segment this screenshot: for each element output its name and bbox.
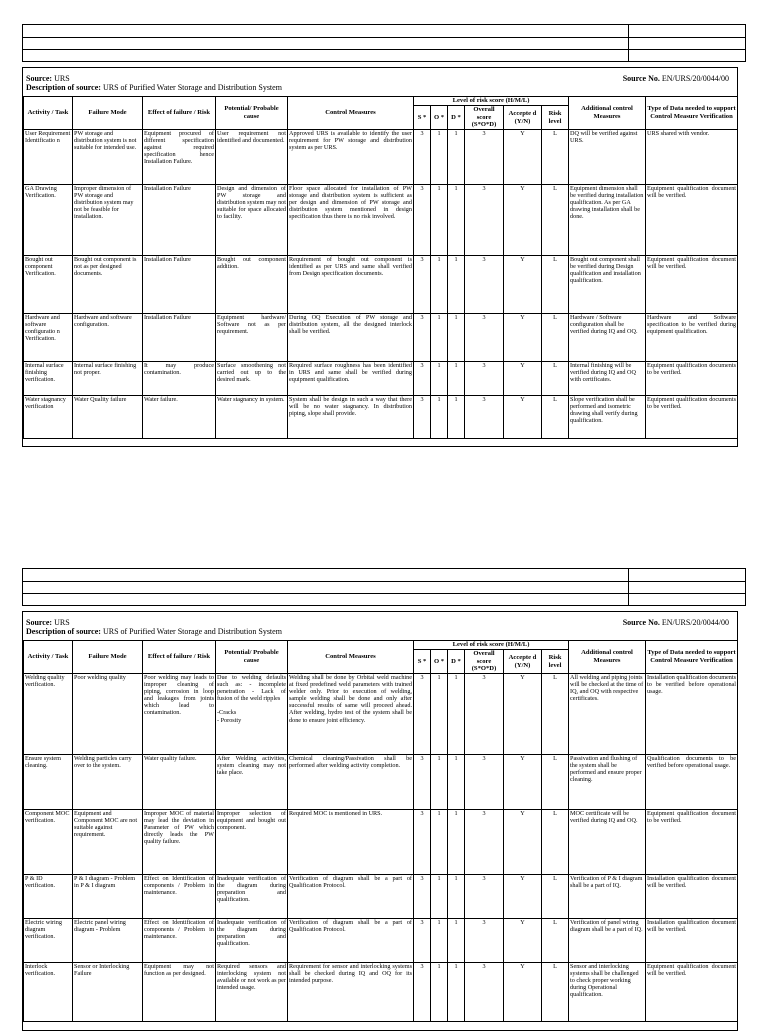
document-page-2 xyxy=(0,560,768,1024)
cell-risk-level: L xyxy=(542,919,569,963)
cell-cause: Inadequate verification of the diagram during preparation and qualification. xyxy=(216,919,288,963)
cell-additional: Passivation and flushing of the system shall be performed and ensure proper cleaning. xyxy=(569,755,646,810)
header-activity: Activity / Task xyxy=(24,97,73,130)
description-line: Description of source: URS of Purified Water Storage and Distribution System xyxy=(26,83,282,92)
cell-control: Verification of diagram shall be a part of Qualification Protocol. xyxy=(288,919,414,963)
header-cause: Potential/ Probable cause xyxy=(216,641,288,674)
cell-control: Requirement of bought out component is identified as per URS and same shall verified from Design specification documents. xyxy=(288,256,414,314)
cell-control: Chemical cleaning/Passivation shall be performed after welding activity completion. xyxy=(288,755,414,810)
cell-additional: Bought out component shall be verified during Design qualification and installation qualification. xyxy=(569,256,646,314)
cell-failure-mode: Bought out component is not as per designed documents. xyxy=(73,256,143,314)
cell-accepted: Y xyxy=(504,963,542,1022)
cell-activity: P & ID verification. xyxy=(24,875,73,919)
table-row xyxy=(24,674,738,755)
cell-activity: GA Drawing Verification. xyxy=(24,185,73,256)
cell-activity: Welding quality verification. xyxy=(24,674,73,755)
risk-assessment-section xyxy=(22,67,738,447)
cell-failure-mode: Hardware and software configuration. xyxy=(73,314,143,362)
cell-activity: Electric wiring diagram verification. xyxy=(24,919,73,963)
table-row xyxy=(24,396,738,439)
cell-o: 1 xyxy=(431,875,448,919)
header-level-group: Level of risk score (H/M/L) xyxy=(414,641,569,650)
cell-type-data: URS shared with vendor. xyxy=(646,130,738,185)
cell-failure-mode: P & I diagram - Problem in P & I diagram xyxy=(73,875,143,919)
cell-control: Requirement for sensor and interlocking systems shall be checked during IQ and OQ for its intended purpose. xyxy=(288,963,414,1022)
cell-type-data: Equipment qualification document will be verified. xyxy=(646,256,738,314)
cell-accepted: Y xyxy=(504,875,542,919)
cell-additional: DQ will be verified against URS. xyxy=(569,130,646,185)
source-number: Source No. EN/URS/20/0044/00 xyxy=(622,74,729,83)
header-effect: Effect of failure / Risk xyxy=(143,641,216,674)
cell-o: 1 xyxy=(431,185,448,256)
header-o: O * xyxy=(431,106,448,130)
cell-failure-mode: Equipment and Component MOC are not suitable against requirement. xyxy=(73,810,143,875)
cell-s: 3 xyxy=(414,396,431,439)
cell-o: 1 xyxy=(431,362,448,396)
cell-failure-mode: PW storage and distribution system is not suitable for intended use. xyxy=(73,130,143,185)
cell-d: 1 xyxy=(448,396,465,439)
cell-activity: Ensure system cleaning. xyxy=(24,755,73,810)
cell-risk-level: L xyxy=(542,362,569,396)
cell-effect: Equipment procured of different specification against required specification hence Installation Failure. xyxy=(143,130,216,185)
cell-type-data: Equipment qualification document will be verified. xyxy=(646,185,738,256)
cell-additional: Sensor and interlocking systems shall be challenged to check proper working during Operational qualification. xyxy=(569,963,646,1022)
cell-s: 3 xyxy=(414,875,431,919)
header-accepted: Accepte d (Y/N) xyxy=(504,650,542,674)
cell-o: 1 xyxy=(431,314,448,362)
table-row xyxy=(24,875,738,919)
cell-effect: Equipment may not function as per designed. xyxy=(143,963,216,1022)
table-row xyxy=(24,919,738,963)
cell-risk-level: L xyxy=(542,256,569,314)
cell-accepted: Y xyxy=(504,314,542,362)
header-risk-level: Risk level xyxy=(542,650,569,674)
cell-overall: 3 xyxy=(465,256,504,314)
cell-additional: MOC certificate will be verified during IQ and OQ. xyxy=(569,810,646,875)
cell-type-data: Equipment qualification documents to be verified. xyxy=(646,396,738,439)
cell-cause: Improper selection of equipment and bought out component. xyxy=(216,810,288,875)
cell-additional: Equipment dimension shall be verified during installation qualification. As per GA drawing installation shall be done. xyxy=(569,185,646,256)
cell-cause: Due to welding defaults such as: - incomplete penetration - Lack of fusion of the weld ripples -Cracks - Porosity xyxy=(216,674,288,755)
cell-accepted: Y xyxy=(504,362,542,396)
cell-effect: Installation Failure xyxy=(143,256,216,314)
document-header-block xyxy=(22,24,746,62)
cell-d: 1 xyxy=(448,810,465,875)
cell-control: System shall be design in such a way that there will be no water stagnancy. In distribution piping, slope shall provide. xyxy=(288,396,414,439)
cell-activity: User Requirement Identificatio n xyxy=(24,130,73,185)
cell-type-data: Hardware and Software specification to be verified during equipment qualification. xyxy=(646,314,738,362)
cell-s: 3 xyxy=(414,185,431,256)
cell-activity: Component MOC verification. xyxy=(24,810,73,875)
header-overall: Overall score (S*O*D) xyxy=(465,650,504,674)
header-activity: Activity / Task xyxy=(24,641,73,674)
cell-cause: Surface smoothening not carried out up to the desired mark. xyxy=(216,362,288,396)
cell-effect: Installation Failure xyxy=(143,314,216,362)
cell-cause: After Welding activities, system cleaning may not take place. xyxy=(216,755,288,810)
cell-overall: 3 xyxy=(465,362,504,396)
cell-risk-level: L xyxy=(542,810,569,875)
cell-control: Verification of diagram shall be a part of Qualification Protocol. xyxy=(288,875,414,919)
header-overall: Overall score (S*O*D) xyxy=(465,106,504,130)
cell-s: 3 xyxy=(414,674,431,755)
header-level-group: Level of risk score (H/M/L) xyxy=(414,97,569,106)
cell-o: 1 xyxy=(431,396,448,439)
cell-overall: 3 xyxy=(465,963,504,1022)
cell-effect: Water failure. xyxy=(143,396,216,439)
cell-control: Required surface roughness has been identified in URS and same shall be verified during equipment qualification. xyxy=(288,362,414,396)
cell-overall: 3 xyxy=(465,755,504,810)
cell-failure-mode: Improper dimension of PW storage and distribution system may not be feasible for installation. xyxy=(73,185,143,256)
cell-risk-level: L xyxy=(542,674,569,755)
cell-d: 1 xyxy=(448,362,465,396)
cell-risk-level: L xyxy=(542,963,569,1022)
cell-overall: 3 xyxy=(465,810,504,875)
cell-cause: Required sensors and interlocking system not available or not work as per intended usage. xyxy=(216,963,288,1022)
cell-accepted: Y xyxy=(504,396,542,439)
cell-failure-mode: Sensor or Interlocking Failure xyxy=(73,963,143,1022)
header-control: Control Measures xyxy=(288,97,414,130)
cell-effect: Effect on Identification of components / Problem in maintenance. xyxy=(143,875,216,919)
cell-control: Welding shall be done by Orbital weld machine at fixed predefined weld parameters with trained welder only. Prior to execution of welding, sample welding shall be done and only after successful results of same will proceed ahead. After welding, hydro test of the system shall be done to ensure joint efficiency. xyxy=(288,674,414,755)
cell-o: 1 xyxy=(431,256,448,314)
cell-effect: Installation Failure xyxy=(143,185,216,256)
header-d: D * xyxy=(448,650,465,674)
cell-type-data: Installation qualification document will be verified. xyxy=(646,919,738,963)
cell-risk-level: L xyxy=(542,130,569,185)
header-accepted: Accepte d (Y/N) xyxy=(504,106,542,130)
cell-d: 1 xyxy=(448,256,465,314)
cell-overall: 3 xyxy=(465,396,504,439)
cell-failure-mode: Electric panel wiring diagram - Problem xyxy=(73,919,143,963)
cell-type-data: Installation qualification document will be verified. xyxy=(646,875,738,919)
header-type-data: Type of Data needed to support Control Measure Verification xyxy=(646,641,738,674)
cell-accepted: Y xyxy=(504,185,542,256)
header-additional: Additional control Measures xyxy=(569,97,646,130)
cell-s: 3 xyxy=(414,810,431,875)
cell-cause: User requirement not identified and documented. xyxy=(216,130,288,185)
cell-d: 1 xyxy=(448,755,465,810)
source-line: Source: URS xyxy=(26,74,70,83)
cell-activity: Internal surface finishing verification. xyxy=(24,362,73,396)
cell-failure-mode: Welding particles carry over to the system. xyxy=(73,755,143,810)
document-page-1 xyxy=(0,0,768,470)
table-row xyxy=(24,362,738,396)
header-cause: Potential/ Probable cause xyxy=(216,97,288,130)
cell-accepted: Y xyxy=(504,810,542,875)
cell-d: 1 xyxy=(448,314,465,362)
table-body xyxy=(24,674,738,1022)
cell-accepted: Y xyxy=(504,256,542,314)
table-body xyxy=(24,130,738,439)
cell-risk-level: L xyxy=(542,185,569,256)
header-type-data: Type of Data needed to support Control Measure Verification xyxy=(646,97,738,130)
cell-s: 3 xyxy=(414,963,431,1022)
cell-overall: 3 xyxy=(465,674,504,755)
cell-overall: 3 xyxy=(465,130,504,185)
cell-effect: Poor welding may leads to improper cleaning of piping, corrosion in loop and leakages from joints which lead to contamination. xyxy=(143,674,216,755)
cell-additional: Internal finishing will be verified during IQ and OQ with certificates. xyxy=(569,362,646,396)
cell-d: 1 xyxy=(448,130,465,185)
header-risk-level: Risk level xyxy=(542,106,569,130)
cell-failure-mode: Internal surface finishing not proper. xyxy=(73,362,143,396)
header-s: S * xyxy=(414,650,431,674)
cell-overall: 3 xyxy=(465,185,504,256)
cell-overall: 3 xyxy=(465,875,504,919)
cell-cause: Inadequate verification of the diagram during preparation and qualification. xyxy=(216,875,288,919)
cell-cause: Equipment hardware/ Software not as per requirement. xyxy=(216,314,288,362)
cell-risk-level: L xyxy=(542,755,569,810)
cell-cause: Water stagnancy in system. xyxy=(216,396,288,439)
cell-effect: Improper MOC of material may lead the deviation in Parameter of PW which directly leads the PW quality failure. xyxy=(143,810,216,875)
cell-type-data: Installation qualification documents to be verified before operational usage. xyxy=(646,674,738,755)
cell-effect: Effect on Identification of components / Problem in maintenance. xyxy=(143,919,216,963)
cell-d: 1 xyxy=(448,674,465,755)
cell-o: 1 xyxy=(431,810,448,875)
cell-overall: 3 xyxy=(465,919,504,963)
cell-activity: Hardware and software configuratio n Verification. xyxy=(24,314,73,362)
cell-type-data: Equipment qualification documents to be verified. xyxy=(646,362,738,396)
cell-additional: All welding and piping joints will be checked at the time of IQ, and OQ with respective certificates. xyxy=(569,674,646,755)
risk-assessment-section xyxy=(22,611,738,1031)
cell-s: 3 xyxy=(414,314,431,362)
table-row xyxy=(24,314,738,362)
header-control: Control Measures xyxy=(288,641,414,674)
header-o: O * xyxy=(431,650,448,674)
cell-type-data: Equipment qualification document to be verified. xyxy=(646,810,738,875)
cell-risk-level: L xyxy=(542,314,569,362)
cell-s: 3 xyxy=(414,256,431,314)
cell-o: 1 xyxy=(431,963,448,1022)
cell-activity: Water stagnancy verification xyxy=(24,396,73,439)
description-line: Description of source: URS of Purified Water Storage and Distribution System xyxy=(26,627,282,636)
document-header-block xyxy=(22,568,746,606)
table-row xyxy=(24,185,738,256)
cell-s: 3 xyxy=(414,919,431,963)
cell-s: 3 xyxy=(414,130,431,185)
header-failure-mode: Failure Mode xyxy=(73,641,143,674)
cell-s: 3 xyxy=(414,362,431,396)
table-row xyxy=(24,256,738,314)
cell-cause: Bought out component addition. xyxy=(216,256,288,314)
cell-o: 1 xyxy=(431,130,448,185)
cell-o: 1 xyxy=(431,919,448,963)
source-line: Source: URS xyxy=(26,618,70,627)
cell-accepted: Y xyxy=(504,130,542,185)
table-row xyxy=(24,130,738,185)
header-additional: Additional control Measures xyxy=(569,641,646,674)
cell-additional: Verification of P & I diagram shall be a part of IQ. xyxy=(569,875,646,919)
table-row xyxy=(24,963,738,1022)
cell-type-data: Qualification documents to be verified before operational usage. xyxy=(646,755,738,810)
fmea-table xyxy=(23,96,738,439)
cell-d: 1 xyxy=(448,185,465,256)
cell-additional: Verification of panel wiring diagram shall be a part of IQ. xyxy=(569,919,646,963)
cell-effect: It may produce contamination. xyxy=(143,362,216,396)
cell-control: Approved URS is available to identify the user requirement for PW storage and distribution system as per URS. xyxy=(288,130,414,185)
cell-additional: Slope verification shall be performed and isometric drawing shall verify during qualification. xyxy=(569,396,646,439)
cell-s: 3 xyxy=(414,755,431,810)
cell-o: 1 xyxy=(431,755,448,810)
cell-d: 1 xyxy=(448,875,465,919)
cell-control: Floor space allocated for installation of PW storage and distribution system is sufficient as per design and dimension of PW storage and distribution system mentioned in design specification thus there is no risk involved. xyxy=(288,185,414,256)
header-failure-mode: Failure Mode xyxy=(73,97,143,130)
table-row xyxy=(24,810,738,875)
cell-failure-mode: Water Quality failure xyxy=(73,396,143,439)
cell-control: During OQ Execution of PW storage and distribution system, all the designed interlock shall be verified. xyxy=(288,314,414,362)
cell-accepted: Y xyxy=(504,674,542,755)
cell-risk-level: L xyxy=(542,396,569,439)
cell-d: 1 xyxy=(448,963,465,1022)
cell-control: Required MOC is mentioned in URS. xyxy=(288,810,414,875)
cell-activity: Interlock verification. xyxy=(24,963,73,1022)
cell-o: 1 xyxy=(431,674,448,755)
header-effect: Effect of failure / Risk xyxy=(143,97,216,130)
cell-accepted: Y xyxy=(504,755,542,810)
cell-risk-level: L xyxy=(542,875,569,919)
cell-effect: Water quality failure. xyxy=(143,755,216,810)
cell-additional: Hardware / Software configuration shall be verified during IQ and OQ. xyxy=(569,314,646,362)
fmea-table xyxy=(23,640,738,1022)
header-s: S * xyxy=(414,106,431,130)
header-d: D * xyxy=(448,106,465,130)
cell-activity: Bought out component Verification. xyxy=(24,256,73,314)
cell-d: 1 xyxy=(448,919,465,963)
cell-failure-mode: Poor welding quality xyxy=(73,674,143,755)
cell-cause: Design and dimension of PW storage and distribution system may not suitable for space allocated to facility. xyxy=(216,185,288,256)
cell-accepted: Y xyxy=(504,919,542,963)
cell-overall: 3 xyxy=(465,314,504,362)
table-row xyxy=(24,755,738,810)
cell-type-data: Equipment qualification document will be verified. xyxy=(646,963,738,1022)
source-number: Source No. EN/URS/20/0044/00 xyxy=(622,618,729,627)
